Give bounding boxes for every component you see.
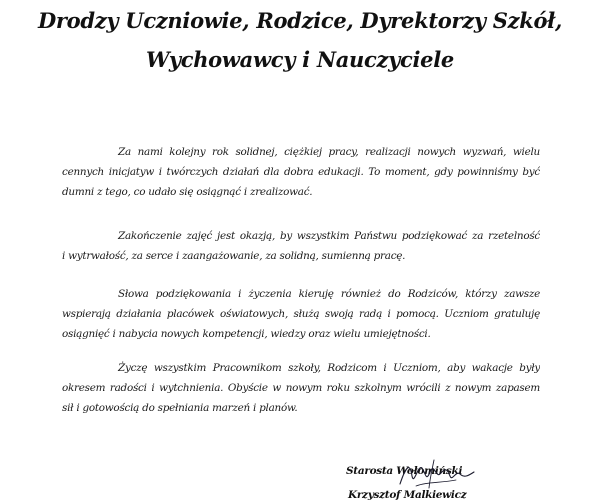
paragraph-1 bbox=[62, 142, 540, 202]
paragraph-line: cennych inicjatyw i twórczych działań dla dobra edukacji. To moment, gdy powinniśmy być bbox=[62, 166, 540, 178]
paragraph-3 bbox=[62, 284, 540, 344]
paragraph-line: sił i gotowością do spełniania marzeń i planów. bbox=[62, 402, 298, 414]
handwritten-signature-icon bbox=[396, 456, 476, 492]
signature-name: Krzysztof Malkiewicz bbox=[348, 489, 467, 500]
paragraph-2 bbox=[62, 226, 540, 266]
letter-heading-line-1: Drodzy Uczniowie, Rodzice, Dyrektorzy Szkół, bbox=[38, 8, 562, 33]
paragraph-4 bbox=[62, 358, 540, 418]
paragraph-line: osiągnięć i nabycia nowych kompetencji, wiedzy oraz wielu umiejętności. bbox=[62, 328, 431, 340]
paragraph-line: wspierają działania placówek oświatowych, służą swoją radą i pomocą. Uczniom gratuluję bbox=[62, 308, 540, 320]
paragraph-line: Słowa podziękowania i życzenia kieruję również do Rodziców, którzy zawsze bbox=[118, 288, 540, 300]
paragraph-line: i wytrwałość, za serce i zaangażowanie, za solidną, sumienną pracę. bbox=[62, 250, 406, 262]
letter-heading-line-2: Wychowawcy i Nauczyciele bbox=[146, 47, 454, 72]
signature-block bbox=[340, 464, 540, 500]
paragraph-line: okresem radości i wytchnienia. Obyście w nowym roku szkolnym wrócili z nowym zapasem bbox=[62, 382, 540, 394]
paragraph-line: Życzę wszystkim Pracownikom szkoły, Rodzicom i Uczniom, aby wakacje były bbox=[118, 362, 540, 374]
paragraph-line: Za nami kolejny rok solidnej, ciężkiej pracy, realizacji nowych wyzwań, wielu bbox=[118, 146, 540, 158]
paragraph-line: dumni z tego, co udało się osiągnąć i zrealizować. bbox=[62, 186, 313, 198]
signature-title: Starosta Wołomiński bbox=[346, 465, 463, 477]
paragraph-line: Zakończenie zajęć jest okazją, by wszystkim Państwu podziękować za rzetelność bbox=[118, 230, 540, 242]
